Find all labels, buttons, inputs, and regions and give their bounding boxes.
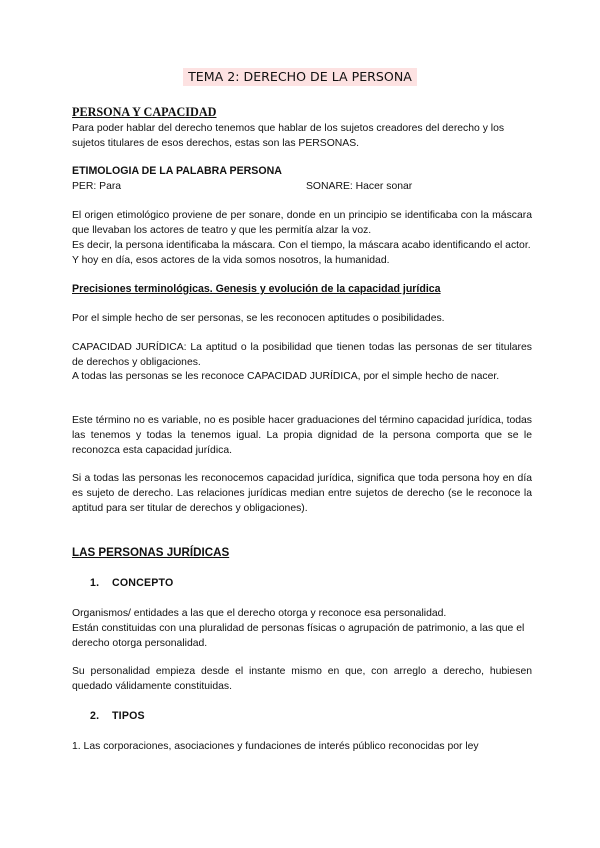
- etimologia-row: [72, 179, 532, 194]
- tipos-label: TIPOS: [112, 710, 145, 722]
- personas-juridicas-heading: LAS PERSONAS JURÍDICAS: [72, 546, 230, 559]
- precisiones-heading: Precisiones terminológicas. Genesis y evolución de la capacidad jurídica: [72, 283, 441, 295]
- concepto-paragraph-2: Están constituidas con una pluralidad de personas físicas o agrupación de patrimonio, a las que el derecho otorga personalidad.: [72, 623, 525, 649]
- precisiones-paragraph-3: A todas las personas se les reconoce CAPACIDAD JURÍDICA, por el simple hecho de nacer.: [72, 371, 500, 382]
- tipos-item-1: 1. Las corporaciones, asociaciones y fundaciones de interés público reconocidas por ley: [72, 741, 479, 752]
- etimologia-heading: ETIMOLOGIA DE LA PALABRA PERSONA: [72, 165, 282, 177]
- concepto-paragraph-3: Su personalidad empieza desde el instante mismo en que, con arreglo a derecho, hubiesen quedado válidamente constituidas.: [72, 666, 532, 692]
- concepto-heading: [90, 576, 173, 591]
- tipos-number: 2.: [90, 710, 100, 722]
- etimologia-paragraph-1: El origen etimológico proviene de per sonare, donde en un principio se identificaba con la máscara que llevaban los actores de teatro y que les permitía alzar la voz.: [72, 210, 532, 236]
- concepto-label: CONCEPTO: [112, 577, 174, 589]
- precisiones-paragraph-1: Por el simple hecho de ser personas, se les reconocen aptitudes o posibilidades.: [72, 313, 445, 324]
- tipos-heading: [90, 709, 145, 724]
- etimologia-paragraph-2: Es decir, la persona identificaba la máscara. Con el tiempo, la máscara acabo identificando el actor. Y hoy en día, esos actores de la vida somos nosotros, la humanidad.: [72, 240, 531, 266]
- etimologia-per: PER: Para: [72, 181, 122, 192]
- etimologia-sonare: SONARE: Hacer sonar: [306, 181, 413, 192]
- concepto-paragraph-1: Organismos/ entidades a las que el derecho otorga y reconoce esa personalidad.: [72, 608, 447, 619]
- capacidad-juridica-definition: CAPACIDAD JURÍDICA: La aptitud o la posibilidad que tienen todas las personas de ser titulares de derechos y obligaciones.: [72, 342, 532, 368]
- intro-paragraph: Para poder hablar del derecho tenemos que hablar de los sujetos creadores del derecho y los sujetos titulares de esos derechos, estas son las PERSONAS.: [72, 123, 505, 149]
- document-title-wrapper: [0, 68, 600, 86]
- section-heading-persona-capacidad: PERSONA Y CAPACIDAD: [72, 105, 217, 119]
- document-title: TEMA 2: DERECHO DE LA PERSONA: [183, 68, 417, 86]
- concepto-number: 1.: [90, 577, 100, 589]
- precisiones-paragraph-5: Si a todas las personas les reconocemos capacidad jurídica, significa que toda persona hoy en día es sujeto de derecho. Las relaciones jurídicas median entre sujetos de derecho (se le reconoce la aptitud para ser titular de derechos y obligaciones).: [72, 473, 532, 514]
- precisiones-paragraph-4: Este término no es variable, no es posible hacer graduaciones del término capacidad jurídica, todas las tenemos y todas la tenemos igual. La propia dignidad de la persona comporta que se le reconozca esta capacidad jurídica.: [72, 415, 532, 456]
